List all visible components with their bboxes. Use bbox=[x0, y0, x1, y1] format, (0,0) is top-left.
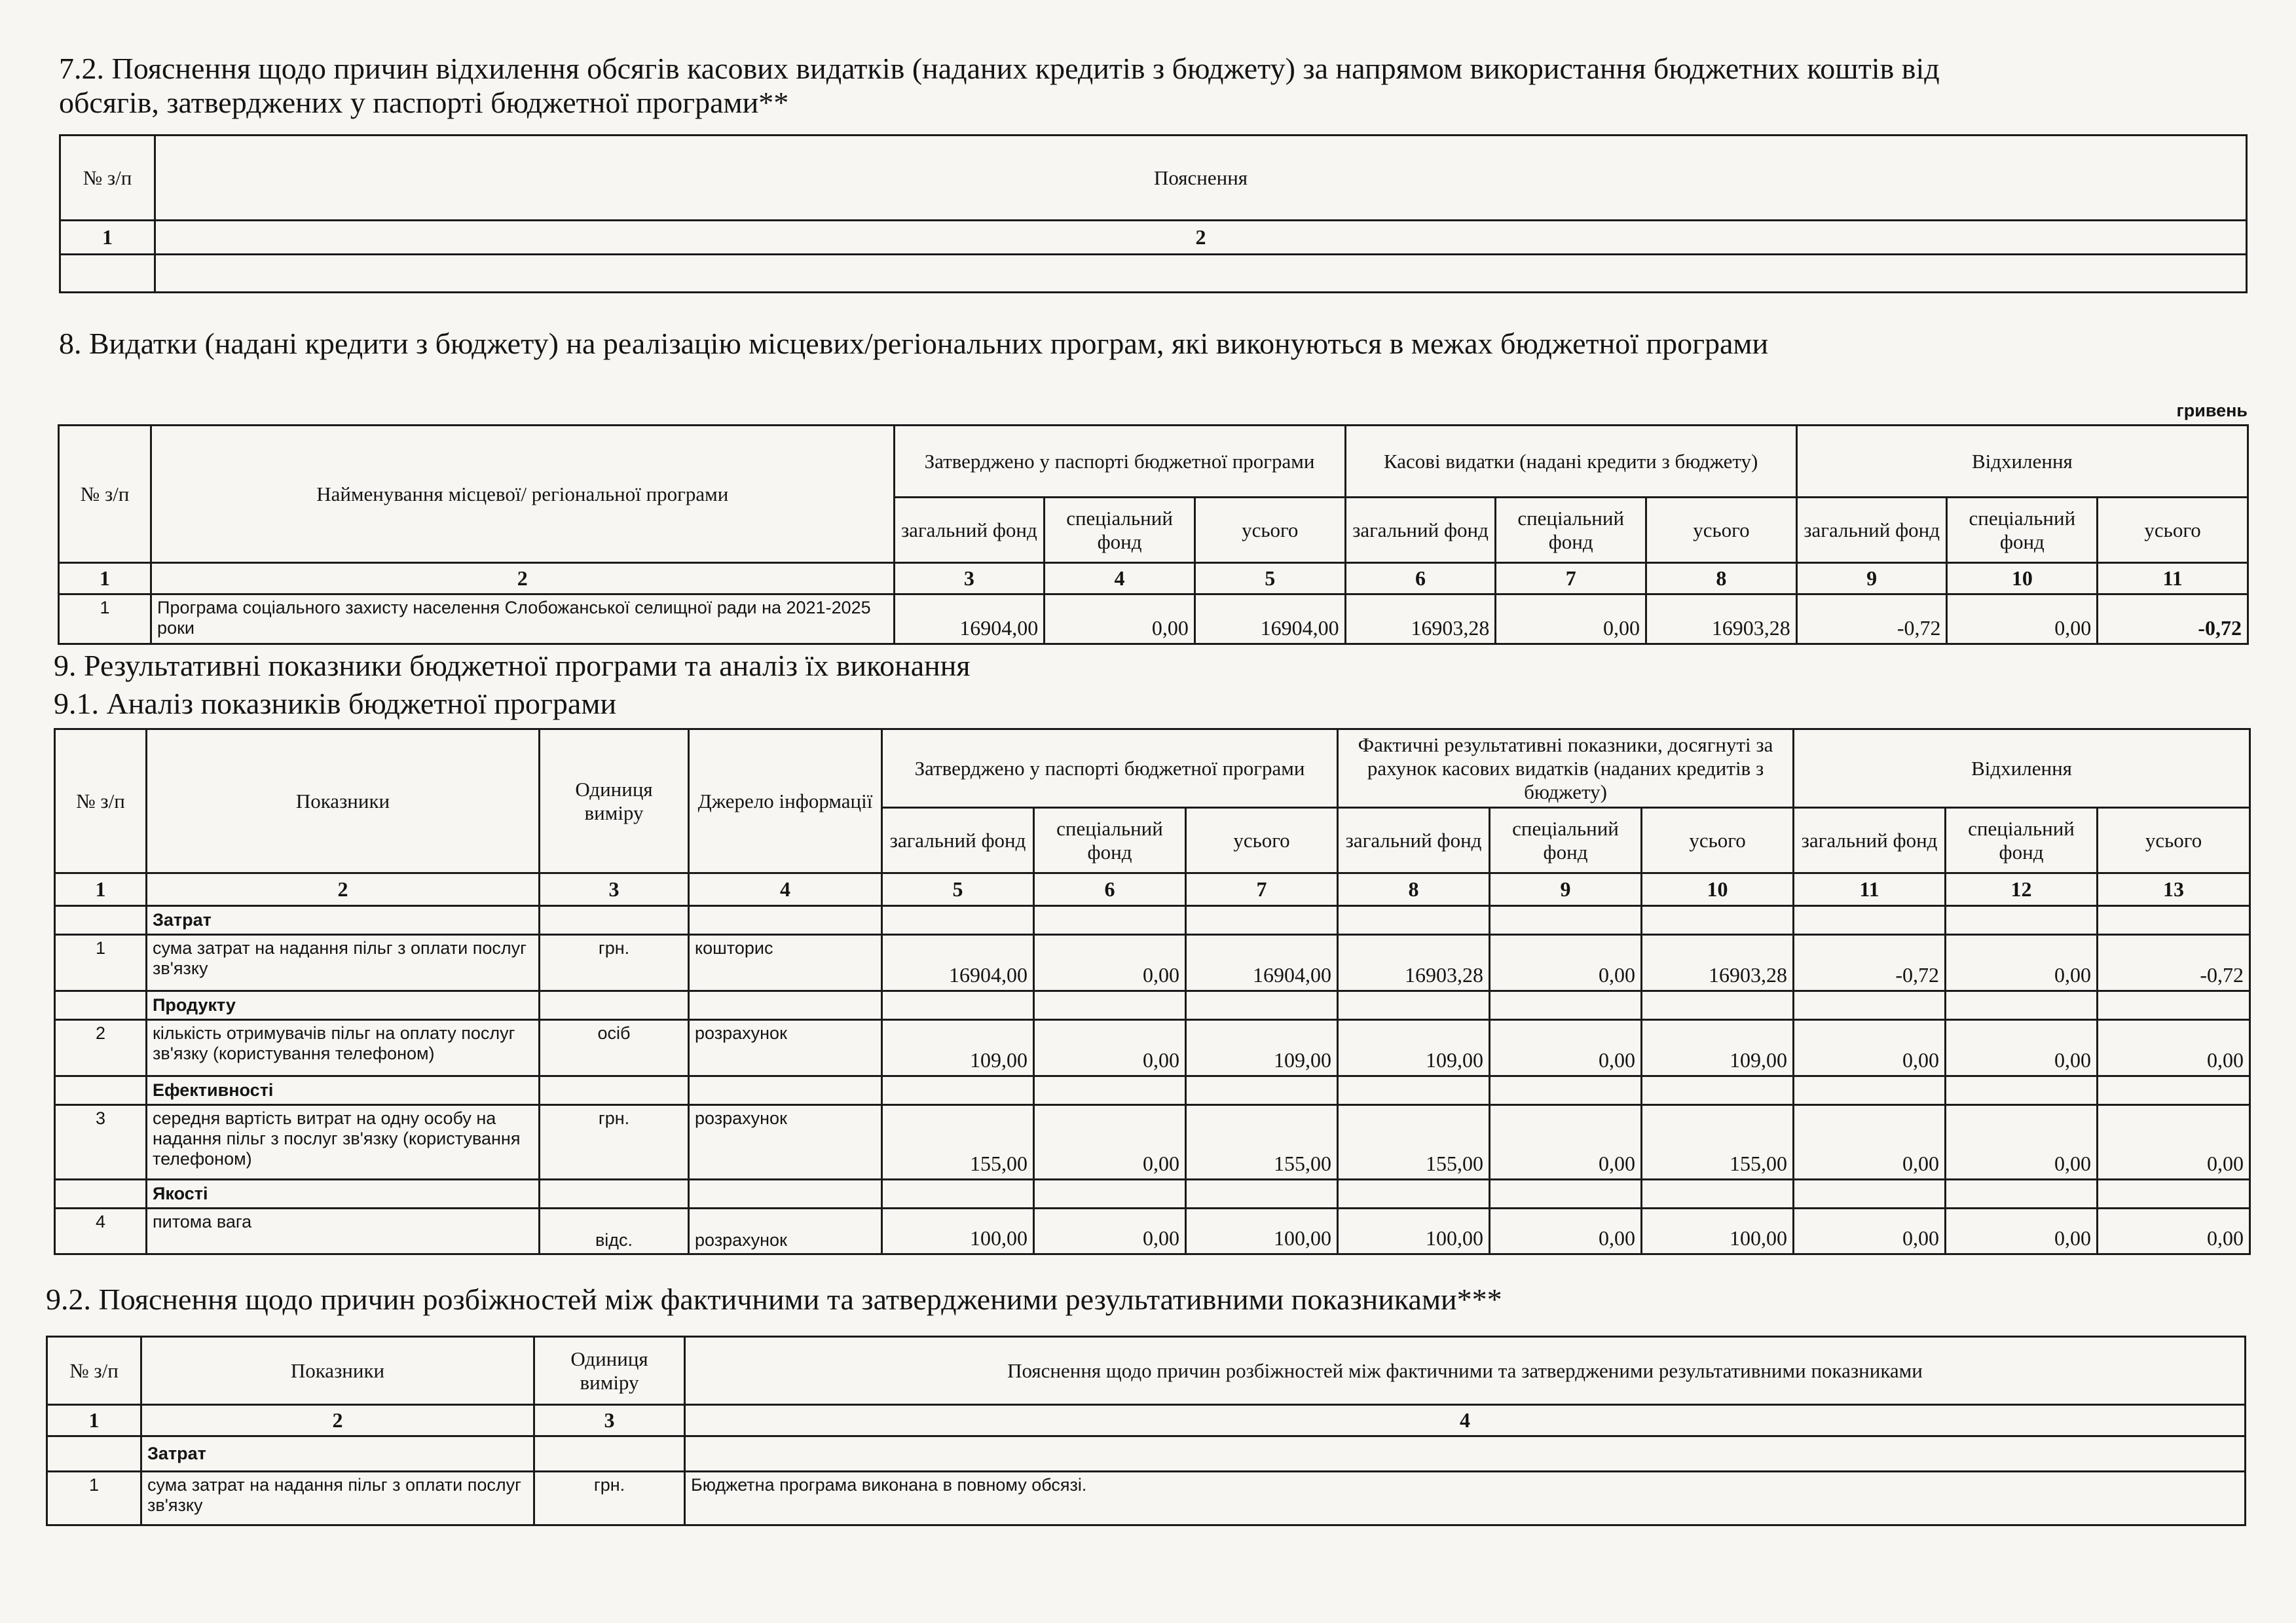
empty-cell bbox=[47, 1436, 141, 1472]
col-header-unit: Одиниця виміру bbox=[534, 1337, 685, 1405]
cell-value: 16904,00 bbox=[894, 594, 1045, 644]
cell-value: 0,00 bbox=[1496, 594, 1646, 644]
cell-value: 0,00 bbox=[1946, 1105, 2098, 1180]
col-header-num: № з/п bbox=[60, 136, 155, 221]
cell-value: 100,00 bbox=[1186, 1209, 1338, 1254]
empty-cell bbox=[55, 1180, 147, 1209]
cell-value: 100,00 bbox=[882, 1209, 1034, 1254]
col-header-deviation: Відхилення bbox=[1794, 729, 2250, 808]
indicator-unit: грн. bbox=[540, 1105, 689, 1180]
col-header-special-fund: спеціальний фонд bbox=[1947, 498, 2098, 563]
row-num: 1 bbox=[47, 1472, 141, 1525]
section-7-2-title-line2: обсягів, затверджених у паспорті бюджетної програми** bbox=[59, 86, 789, 119]
cell-value: 155,00 bbox=[1186, 1105, 1338, 1180]
col-number: 2 bbox=[155, 221, 2247, 255]
col-header-approved: Затверджено у паспорті бюджетної програми bbox=[882, 729, 1338, 808]
col-header-special-fund: спеціальний фонд bbox=[1946, 808, 2098, 873]
group-label: Затрат bbox=[141, 1436, 534, 1472]
cell-value: -0,72 bbox=[1796, 594, 1947, 644]
cell-value: 0,00 bbox=[2098, 1105, 2250, 1180]
group-row bbox=[55, 906, 2250, 935]
explanation-table-7-2 bbox=[59, 134, 2248, 293]
indicators-table bbox=[54, 728, 2251, 1255]
section-8-title: 8. Видатки (надані кредити з бюджету) на реалізацію місцевих/регіональних програм, які виконуються в межах бюджетної програми bbox=[59, 327, 1769, 360]
section-9-1-title: 9.1. Аналіз показників бюджетної програми bbox=[54, 687, 617, 720]
col-number: 2 bbox=[147, 873, 540, 906]
cell-value: 16903,28 bbox=[1345, 594, 1496, 644]
col-header-special-fund: спеціальний фонд bbox=[1496, 498, 1646, 563]
cell-value: 16903,28 bbox=[1642, 935, 1794, 991]
col-header-num: № з/п bbox=[55, 729, 147, 873]
cell-value: 0,00 bbox=[1034, 1020, 1186, 1076]
col-number: 11 bbox=[2098, 563, 2248, 594]
cell-value: 0,00 bbox=[1490, 935, 1642, 991]
cell-value: 100,00 bbox=[1338, 1209, 1490, 1254]
col-number: 4 bbox=[1045, 563, 1195, 594]
indicator-name: сума затрат на надання пільг з оплати послуг зв'язку bbox=[141, 1472, 534, 1525]
empty-cell bbox=[55, 1076, 147, 1105]
col-header-general-fund: загальний фонд bbox=[1345, 498, 1496, 563]
col-number: 5 bbox=[1194, 563, 1345, 594]
indicator-unit: відс. bbox=[540, 1209, 689, 1254]
col-number: 3 bbox=[534, 1405, 685, 1436]
section-9-title: 9. Результативні показники бюджетної програми та аналіз їх виконання bbox=[54, 649, 971, 682]
cell-value: 100,00 bbox=[1642, 1209, 1794, 1254]
indicator-name: середня вартість витрат на одну особу на надання пільг з послуг зв'язку (користування телефоном) bbox=[147, 1105, 540, 1180]
indicator-unit: осіб bbox=[540, 1020, 689, 1076]
col-number: 1 bbox=[60, 221, 155, 255]
col-number: 13 bbox=[2098, 873, 2250, 906]
col-header-indicators: Показники bbox=[147, 729, 540, 873]
col-number: 9 bbox=[1490, 873, 1642, 906]
col-number: 10 bbox=[1947, 563, 2098, 594]
table-row bbox=[47, 1472, 2246, 1525]
cell-value: 0,00 bbox=[1794, 1105, 1946, 1180]
col-header-special-fund: спеціальний фонд bbox=[1045, 498, 1195, 563]
cell-value: 0,00 bbox=[1946, 1020, 2098, 1076]
cell-value: 0,00 bbox=[1490, 1020, 1642, 1076]
col-header-approved: Затверджено у паспорті бюджетної програми bbox=[894, 426, 1345, 498]
indicator-name: кількість отримувачів пільг на оплату послуг зв'язку (користування телефоном) bbox=[147, 1020, 540, 1076]
col-number: 1 bbox=[47, 1405, 141, 1436]
empty-cell bbox=[155, 255, 2247, 293]
row-num: 1 bbox=[59, 594, 151, 644]
col-header-general-fund: загальний фонд bbox=[1794, 808, 1946, 873]
col-header-total: усього bbox=[1642, 808, 1794, 873]
col-header-special-fund: спеціальний фонд bbox=[1034, 808, 1186, 873]
empty-cell bbox=[55, 906, 147, 935]
indicator-unit: грн. bbox=[540, 935, 689, 991]
col-number: 2 bbox=[141, 1405, 534, 1436]
indicator-unit: грн. bbox=[534, 1472, 685, 1525]
section-9-2-title: 9.2. Пояснення щодо причин розбіжностей між фактичними та затвердженими результативними показниками*** bbox=[46, 1283, 1502, 1316]
col-number: 7 bbox=[1496, 563, 1646, 594]
col-header-num: № з/п bbox=[59, 426, 151, 563]
col-number: 6 bbox=[1345, 563, 1496, 594]
col-header-program-name: Найменування місцевої/ регіональної програми bbox=[151, 426, 894, 563]
col-header-num: № з/п bbox=[47, 1337, 141, 1405]
col-number: 3 bbox=[540, 873, 689, 906]
col-header-general-fund: загальний фонд bbox=[882, 808, 1034, 873]
indicator-source: кошторис bbox=[689, 935, 882, 991]
row-num: 1 bbox=[55, 935, 147, 991]
column-numbers-row bbox=[59, 563, 2248, 594]
cell-value: 0,00 bbox=[1034, 1209, 1186, 1254]
col-number: 12 bbox=[1946, 873, 2098, 906]
cell-value: 0,00 bbox=[1034, 1105, 1186, 1180]
col-number: 2 bbox=[151, 563, 894, 594]
cell-value: -0,72 bbox=[1794, 935, 1946, 991]
discrepancy-explanation-table bbox=[46, 1336, 2246, 1526]
col-header-special-fund: спеціальний фонд bbox=[1490, 808, 1642, 873]
col-number: 4 bbox=[689, 873, 882, 906]
row-num: 3 bbox=[55, 1105, 147, 1180]
indicator-name: сума затрат на надання пільг з оплати послуг зв'язку bbox=[147, 935, 540, 991]
cell-value: 16903,28 bbox=[1646, 594, 1797, 644]
col-number: 1 bbox=[59, 563, 151, 594]
col-number: 3 bbox=[894, 563, 1045, 594]
cell-value: 0,00 bbox=[2098, 1209, 2250, 1254]
col-header-actual: Фактичні результативні показники, досягнуті за рахунок касових видатків (наданих кредитів з бюджету) bbox=[1338, 729, 1794, 808]
cell-value: 0,00 bbox=[1946, 935, 2098, 991]
col-header-general-fund: загальний фонд bbox=[1796, 498, 1947, 563]
col-number: 10 bbox=[1642, 873, 1794, 906]
group-label: Продукту bbox=[147, 991, 540, 1020]
col-number: 7 bbox=[1186, 873, 1338, 906]
table-row bbox=[55, 935, 2250, 991]
cell-value: 0,00 bbox=[1490, 1209, 1642, 1254]
col-number: 6 bbox=[1034, 873, 1186, 906]
col-header-cash: Касові видатки (надані кредити з бюджету) bbox=[1345, 426, 1796, 498]
cell-value: 0,00 bbox=[1946, 1209, 2098, 1254]
col-number: 9 bbox=[1796, 563, 1947, 594]
cell-value: 155,00 bbox=[1338, 1105, 1490, 1180]
discrepancy-explanation: Бюджетна програма виконана в повному обсязі. bbox=[685, 1472, 2246, 1525]
col-header-total: усього bbox=[2098, 498, 2248, 563]
col-header-total: усього bbox=[1646, 498, 1797, 563]
col-header-general-fund: загальний фонд bbox=[1338, 808, 1490, 873]
group-label: Ефективності bbox=[147, 1076, 540, 1105]
col-header-general-fund: загальний фонд bbox=[894, 498, 1045, 563]
table-row bbox=[55, 1209, 2250, 1254]
cell-value: 16904,00 bbox=[1186, 935, 1338, 991]
local-programs-table bbox=[58, 424, 2249, 645]
col-header-deviation: Відхилення bbox=[1796, 426, 2248, 498]
col-header-total: усього bbox=[2098, 808, 2250, 873]
cell-value: 0,00 bbox=[1947, 594, 2098, 644]
col-number: 5 bbox=[882, 873, 1034, 906]
cell-value: 0,00 bbox=[1794, 1020, 1946, 1076]
indicator-source: розрахунок bbox=[689, 1020, 882, 1076]
cell-value: 109,00 bbox=[1186, 1020, 1338, 1076]
col-number: 8 bbox=[1338, 873, 1490, 906]
col-header-explanation: Пояснення bbox=[155, 136, 2247, 221]
cell-value: 0,00 bbox=[1034, 935, 1186, 991]
indicator-source: розрахунок bbox=[689, 1209, 882, 1254]
table-row bbox=[55, 1105, 2250, 1180]
cell-value: 0,00 bbox=[1490, 1105, 1642, 1180]
group-row bbox=[47, 1436, 2246, 1472]
table-row bbox=[59, 594, 2248, 644]
cell-value: 109,00 bbox=[1642, 1020, 1794, 1076]
col-header-unit: Одиниця виміру bbox=[540, 729, 689, 873]
group-row bbox=[55, 1076, 2250, 1105]
row-num: 4 bbox=[55, 1209, 147, 1254]
indicator-name: питома вага bbox=[147, 1209, 540, 1254]
cell-value: 0,00 bbox=[2098, 1020, 2250, 1076]
col-number: 1 bbox=[55, 873, 147, 906]
group-label: Якості bbox=[147, 1180, 540, 1209]
cell-value: 16904,00 bbox=[1194, 594, 1345, 644]
cell-value: -0,72 bbox=[2098, 594, 2248, 644]
group-row bbox=[55, 1180, 2250, 1209]
col-header-source: Джерело інформації bbox=[689, 729, 882, 873]
group-label: Затрат bbox=[147, 906, 540, 935]
cell-value: 109,00 bbox=[882, 1020, 1034, 1076]
col-header-indicators: Показники bbox=[141, 1337, 534, 1405]
currency-unit: гривень bbox=[2176, 401, 2248, 420]
cell-value: 16903,28 bbox=[1338, 935, 1490, 991]
col-number: 8 bbox=[1646, 563, 1797, 594]
cell-value: 155,00 bbox=[882, 1105, 1034, 1180]
cell-value: 155,00 bbox=[1642, 1105, 1794, 1180]
cell-value: 109,00 bbox=[1338, 1020, 1490, 1076]
cell-value: -0,72 bbox=[2098, 935, 2250, 991]
empty-cell bbox=[60, 255, 155, 293]
cell-value: 0,00 bbox=[1045, 594, 1195, 644]
table-row bbox=[55, 1020, 2250, 1076]
column-numbers-row bbox=[55, 873, 2250, 906]
empty-cell bbox=[55, 991, 147, 1020]
cell-value: 0,00 bbox=[1794, 1209, 1946, 1254]
col-number: 11 bbox=[1794, 873, 1946, 906]
row-num: 2 bbox=[55, 1020, 147, 1076]
column-numbers-row bbox=[47, 1405, 2246, 1436]
col-header-explanation: Пояснення щодо причин розбіжностей між фактичними та затвердженими результативними показниками bbox=[685, 1337, 2246, 1405]
indicator-source: розрахунок bbox=[689, 1105, 882, 1180]
cell-value: 16904,00 bbox=[882, 935, 1034, 991]
group-row bbox=[55, 991, 2250, 1020]
section-7-2-title-line1: 7.2. Пояснення щодо причин відхилення обсягів касових видатків (наданих кредитів з бюджету) за напрямом використання бюджетних коштів від bbox=[59, 52, 1940, 85]
col-number: 4 bbox=[685, 1405, 2246, 1436]
col-header-total: усього bbox=[1186, 808, 1338, 873]
col-header-total: усього bbox=[1194, 498, 1345, 563]
program-name: Програма соціального захисту населення Слобожанської селищної ради на 2021-2025 роки bbox=[151, 594, 894, 644]
